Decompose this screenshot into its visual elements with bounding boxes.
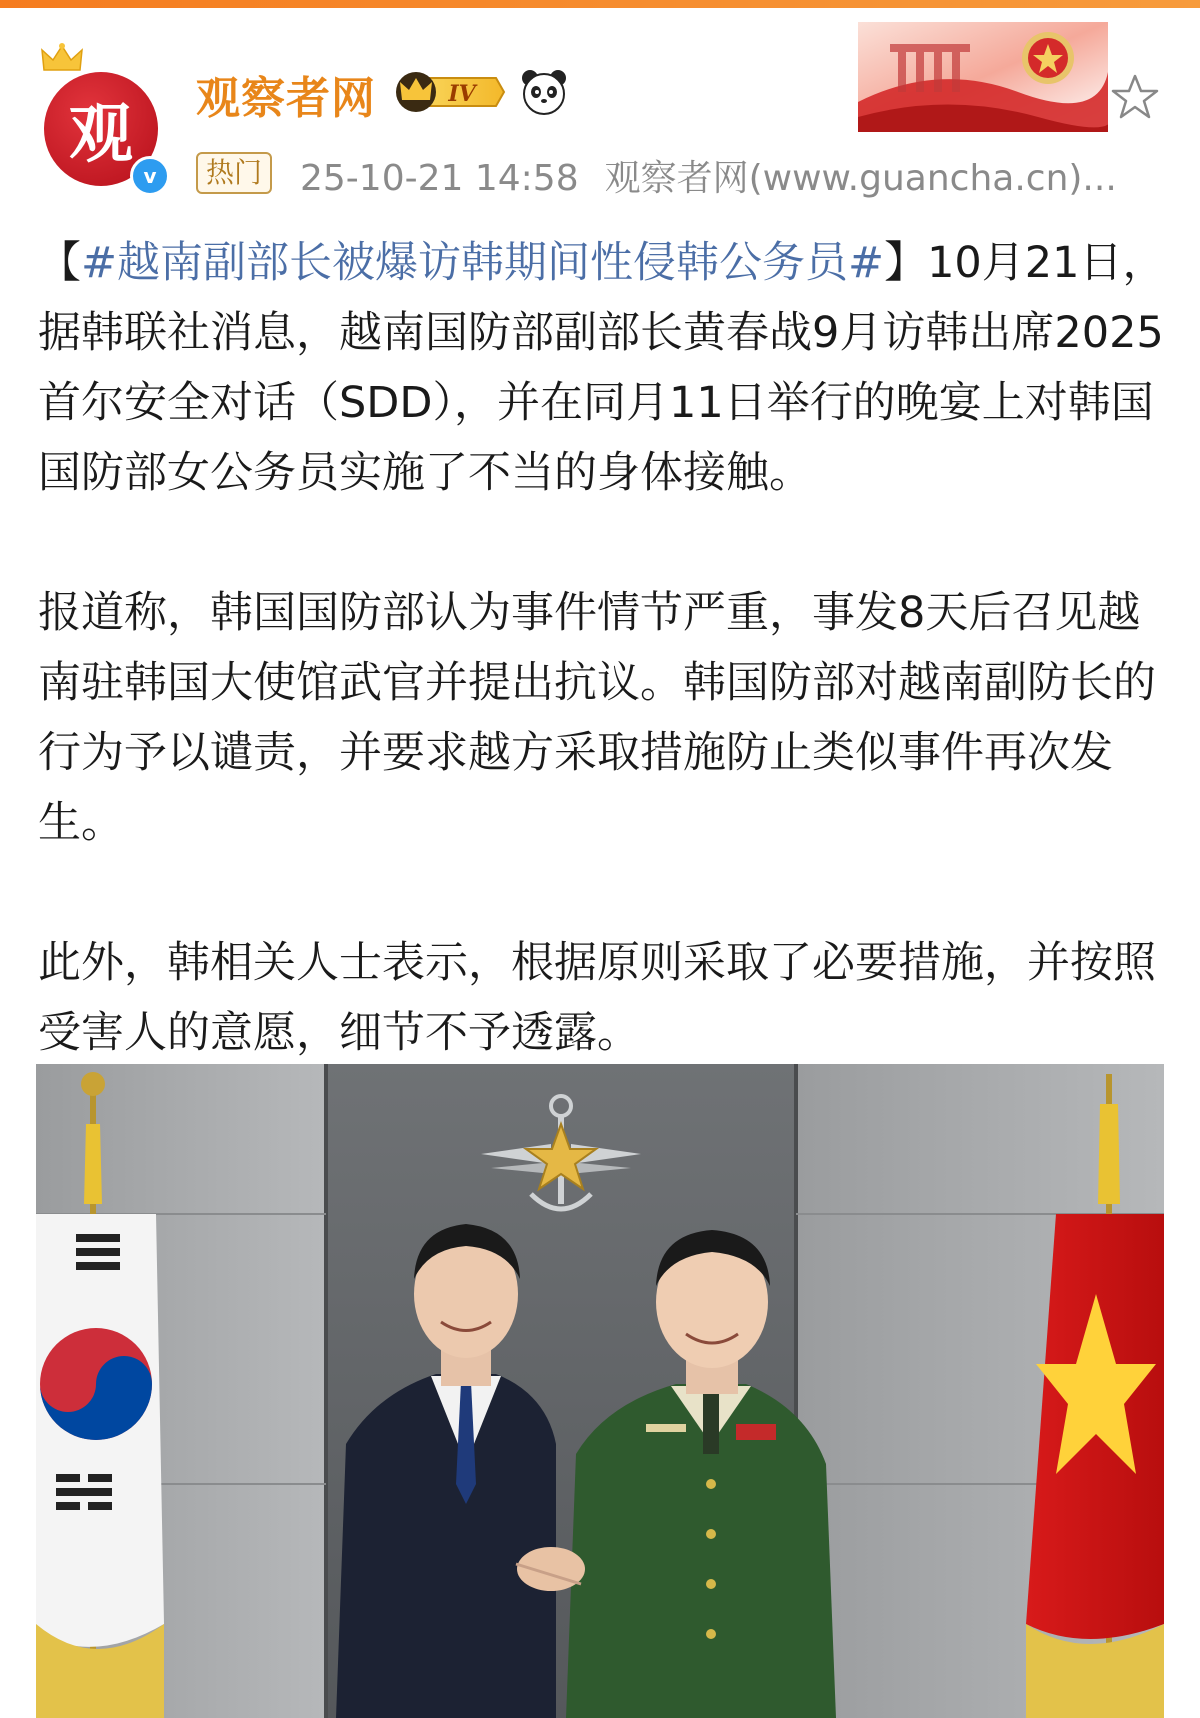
- avatar[interactable]: [36, 34, 166, 188]
- post-paragraph: 报道称，韩国国防部认为事件情节严重，事发8天后召见越南驻韩国大使馆武官并提出抗议。韩国防部对越南副防长的行为予以谴责，并要求越方采取措施防止类似事件再次发生。: [38, 588, 1156, 848]
- account-name[interactable]: 观察者网: [196, 73, 376, 124]
- avatar-image: 观: [44, 72, 158, 186]
- post-paragraph-text: 10月21日，据韩联社消息，越南国防部副部长黄春战9月访韩出席2025首尔安全对话（SDD），并在同月11日举行的晚宴上对韩国国防部女公务员实施了不当的身体接触。: [38, 238, 1166, 498]
- hashtag-bracket-close: 】: [884, 238, 928, 288]
- level-badge-text: IV: [448, 81, 476, 107]
- post-meta: [300, 150, 1117, 201]
- post-photo-image: [36, 1064, 1164, 1718]
- post-source[interactable]: 观察者网(www.guancha.cn)...: [604, 158, 1117, 199]
- hashtag-bracket-open: 【: [38, 238, 81, 288]
- top-accent-strip: [0, 0, 1200, 8]
- post-body: [38, 228, 1168, 1068]
- verified-icon: v: [130, 156, 170, 196]
- weibo-post: [0, 8, 1200, 1710]
- star-icon[interactable]: [1110, 72, 1160, 122]
- post-paragraph: [38, 228, 1168, 508]
- post-timestamp: 25-10-21 14:58: [300, 158, 579, 199]
- panda-icon: [520, 68, 568, 116]
- header-decoration-image: [858, 22, 1108, 132]
- crown-icon: [40, 42, 84, 76]
- post-photo[interactable]: [36, 1064, 1164, 1718]
- post-paragraph: 此外，韩相关人士表示，根据原则采取了必要措施，并按照受害人的意愿，细节不予透露。: [38, 938, 1156, 1058]
- hashtag-link[interactable]: #越南副部长被爆访韩期间性侵韩公务员#: [81, 238, 885, 288]
- hot-tag: 热门: [196, 152, 272, 194]
- level-crown-badge: [392, 70, 508, 114]
